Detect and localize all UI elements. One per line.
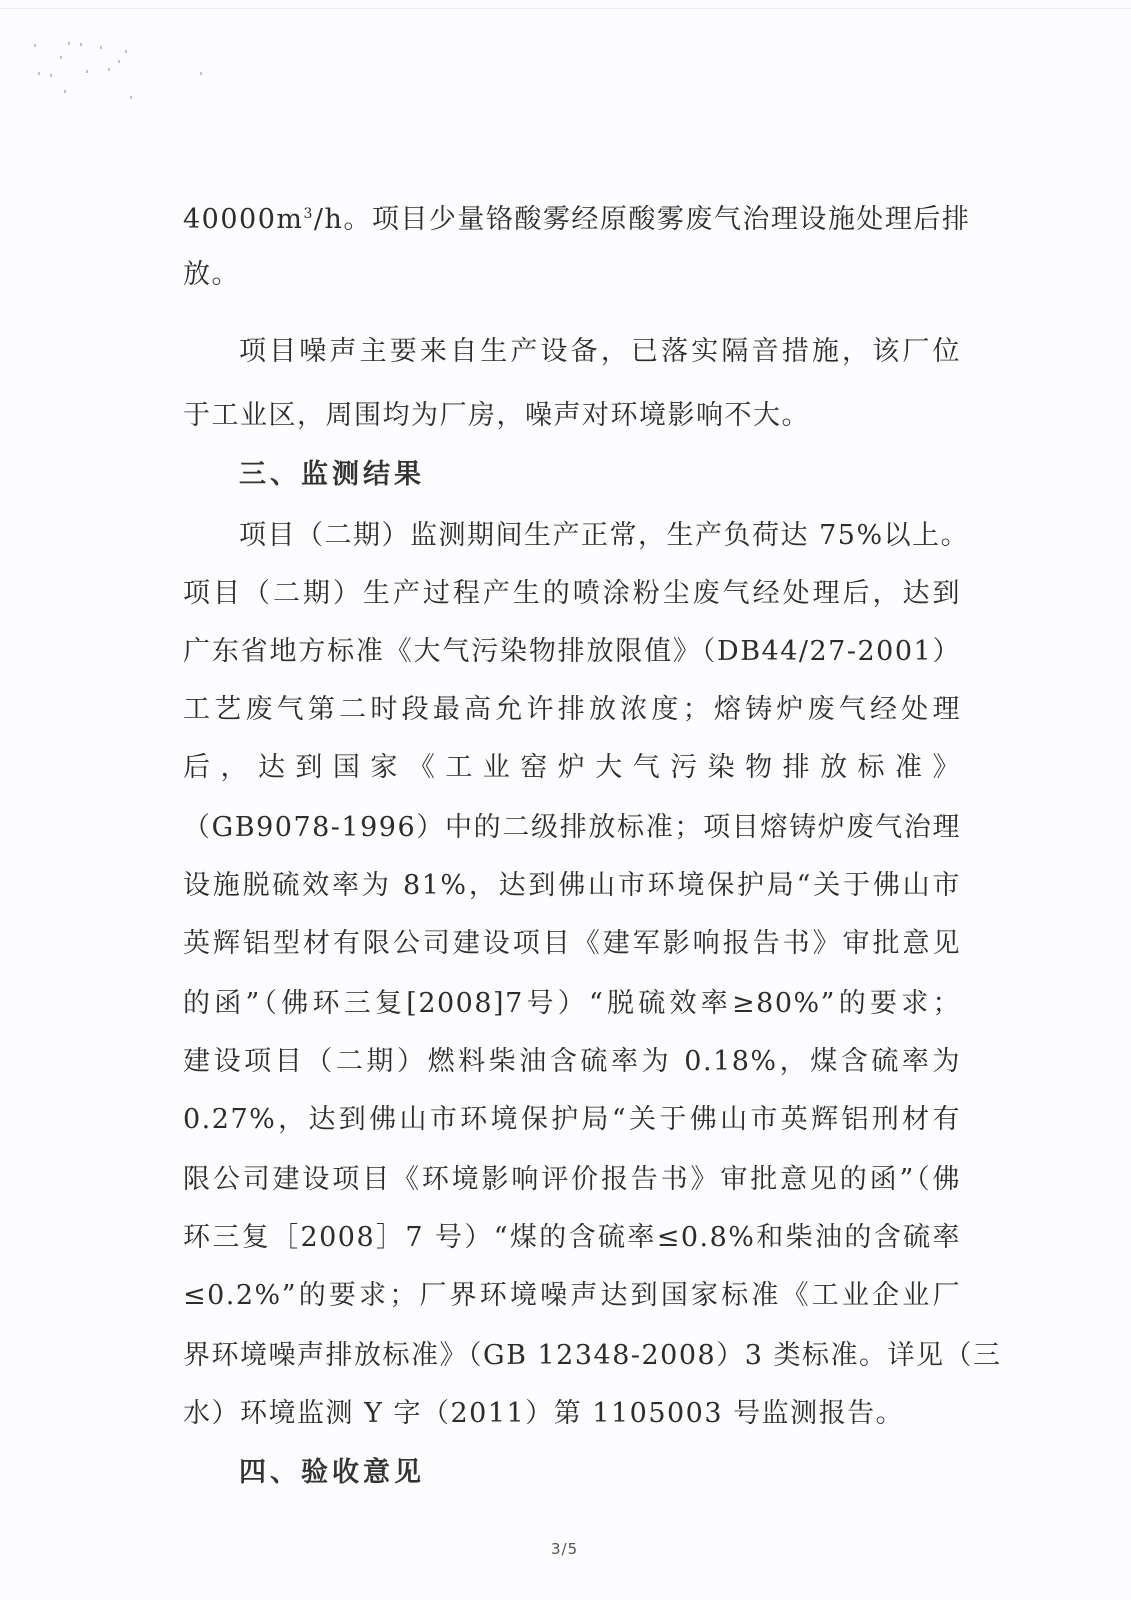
text-line: 后，达到国家《工业窑炉大气污染物排放标准》 <box>183 752 961 783</box>
text-fragment: /h。项目少量铬酸雾经原酸雾废气治理设施处理后排 <box>313 204 971 235</box>
text-line: 限公司建设项目《环境影响评价报告书》审批意见的函”（佛 <box>183 1164 961 1195</box>
scan-noise-speckles <box>20 30 160 100</box>
text-line: 设施脱硫效率为 81%，达到佛山市环境保护局“关于佛山市 <box>183 870 961 901</box>
text-line: ≤0.2%”的要求；厂界环境噪声达到国家标准《工业企业厂 <box>183 1280 961 1311</box>
section-heading: 三、监测结果 <box>239 459 425 490</box>
section-heading: 四、验收意见 <box>239 1457 425 1488</box>
text-line: 英辉铝型材有限公司建设项目《建军影响报告书》审批意见 <box>183 928 961 959</box>
text-line: 建设项目（二期）燃料柴油含硫率为 0.18%，煤含硫率为 <box>183 1046 961 1077</box>
text-line: 的函”（佛环三复[2008]7号）“脱硫效率≥80%”的要求； <box>183 988 961 1019</box>
text-line: 广东省地方标准《大气污染物排放限值》（DB44/27-2001） <box>183 636 961 667</box>
text-line: 项目（二期）生产过程产生的喷涂粉尘废气经处理后，达到 <box>183 578 961 609</box>
text-line: 工艺废气第二时段最高允许排放浓度；熔铸炉废气经处理 <box>183 694 961 725</box>
text-line: 于工业区，周围均为厂房，噪声对环境影响不大。 <box>183 400 810 431</box>
text-line: 界环境噪声排放标准》（GB 12348-2008）3 类标准。详见（三 <box>183 1340 1002 1371</box>
text-line: 放。 <box>183 259 240 290</box>
text-line: （GB9078-1996）中的二级排放标准；项目熔铸炉废气治理 <box>183 812 961 843</box>
text-line: 0.27%，达到佛山市环境保护局“关于佛山市英辉铝刑材有 <box>183 1104 961 1135</box>
page-top-edge <box>0 8 1131 9</box>
text-line: 项目噪声主要来自生产设备，已落实隔音措施，该厂位 <box>239 336 961 367</box>
text-line <box>183 200 971 240</box>
text-line: 项目（二期）监测期间生产正常，生产负荷达 75%以上。 <box>239 520 970 551</box>
text-line: 水）环境监测 Y 字（2011）第 1105003 号监测报告。 <box>183 1398 905 1429</box>
page-number: 3/5 <box>551 1540 579 1558</box>
text-fragment: 40000m <box>183 204 304 235</box>
text-line: 环三复［2008］7 号）“煤的含硫率≤0.8%和柴油的含硫率 <box>183 1222 961 1253</box>
superscript: 3 <box>303 206 314 222</box>
